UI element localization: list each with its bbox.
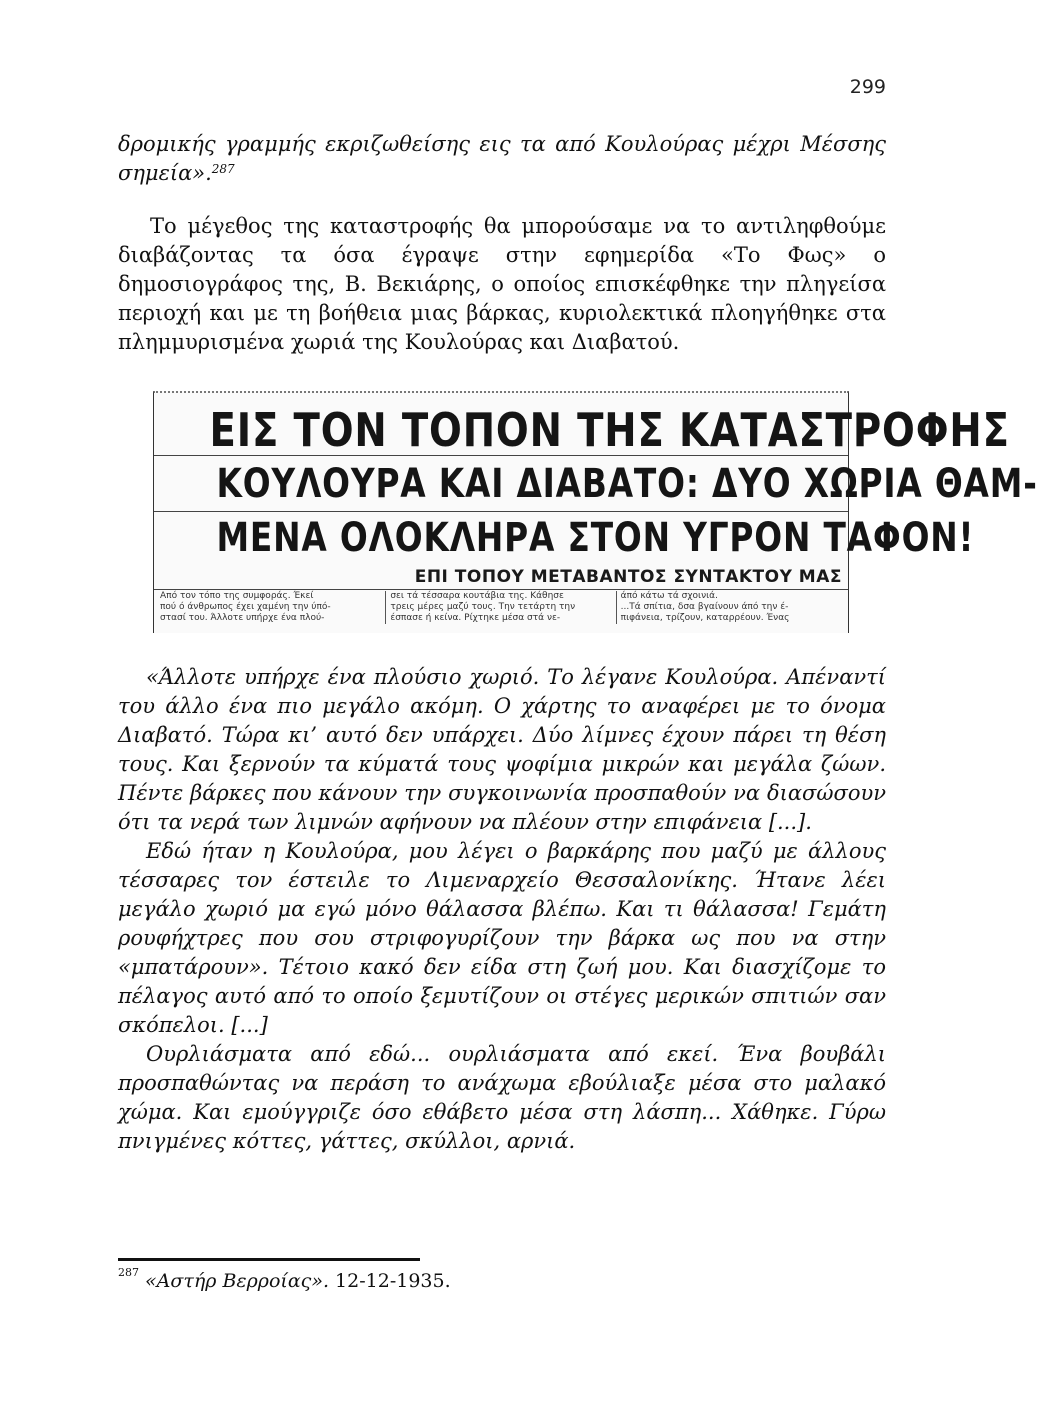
footnote-number: 287 — [118, 1266, 139, 1279]
footnote-date: 12-12-1935. — [335, 1270, 451, 1292]
clipping-byline: ΕΠΙ ΤΟΠΟΥ ΜΕΤΑΒΑΝΤΟΣ ΣΥΝΤΑΚΤΟΥ ΜΑΣ — [414, 567, 842, 587]
quote-paragraph-1: «Άλλοτε υπήρχε ένα πλούσιο χωριό. Το λέγανε Κουλούρα. Απέναντί του άλλο ένα πιο μεγάλο ακόμη. Ο χάρτης το αναφέρει με το όνομα Διαβατό. Τώρα κι’ αυτό δεν υπάρχει. Δύο λίμνες έχουν πάρει τη θέση τους. Και ξερνούν τα κύματά τους ψοφίμια μικρών και μεγάλα ζώων. Πέντε βάρκες που κάνουν την συγκοινωνία προσπαθούν να διασώσουν ότι τα νερά των λιμνών αφήνουν να πλέουν στην επιφάνεια [...]. — [118, 665, 886, 834]
clipping-column-2: σει τά τέσσαρα κουτάβια της. Κάθησε τρεις μέρες μαζύ τους. Την τετάρτη την έσπασε ή κείνα. Ρίχτηκε μέσα στά νε- — [386, 591, 616, 624]
clipping-column-1: Από τον τόπο της συμφοράς. Έκεί πού ό άνθρωπος έχει χαμένη την ύπό- στασί του. Άλλοτε υπήρχε ένα πλού- — [156, 591, 386, 624]
clipping-headline-3: ΜΕΝΑ ΟΛΟΚΛΗΡΑ ΣΤΟΝ ΥΓΡΟΝ ΤΑΦΟΝ! — [216, 515, 975, 561]
newspaper-clipping — [153, 391, 1038, 633]
top-paragraph-text: δρομικής γραμμής εκριζωθείσης εις τα από Κουλούρας μέχρι Μέσσης σημεία». — [118, 132, 886, 185]
quotation — [118, 663, 886, 1156]
clipping-column-3: άπό κάτω τά σχοινιά. ...Τά σπίτια, δσα βγαίνουν άπό την έ- πιφάνεια, τρίζουν, καταρρέουν. Ένας — [620, 591, 790, 623]
clipping-headline-1: ΕΙΣ ΤΟΝ ΤΟΠΟΝ ΤΗΣ ΚΑΤΑΣΤΡΟΦΗΣ — [209, 403, 1010, 457]
clipping-columns — [156, 591, 846, 624]
footnote — [118, 1266, 451, 1292]
clipping-divider — [154, 589, 848, 590]
top-paragraph — [118, 130, 886, 188]
quote-paragraph-2: Εδώ ήταν η Κουλούρα, μου λέγει ο βαρκάρης που μαζύ με άλλους τέσσαρες τον έστειλε το Λιμεναρχείο Θεσσαλονίκης. Ήτανε λέει μεγάλο χωριό μα εγώ μόνο θάλασσα βλέπω. Και τι θάλασσα! Γεμάτη ρουφήχτρες που σου στριφογυρίζουν την βάρκα ως που να στην «μπατάρουν». Τέτοιο κακό δεν είδα στη ζωή μου. Και διασχίζομε το πέλαγος αυτό από το οποίο ξεμυτίζουν οι στέγες μερικών σπιτιών σαν σκόπελοι. [...] — [118, 839, 886, 1037]
footnote-reference: 287 — [211, 162, 235, 176]
clipping-headline-2: ΚΟΥΛΟΥΡΑ ΚΑΙ ΔΙΑΒΑΤΟ: ΔΥΟ ΧΩΡΙΑ ΘΑΜ- — [216, 461, 1038, 507]
intro-paragraph: Το μέγεθος της καταστροφής θα μπορούσαμε να το αντιληφθούμε διαβάζοντας τα όσα έγραψε στην εφημερίδα «Το Φως» ο δημοσιογράφος της, Β. Βεκιάρης, ο οποίος επισκέφθηκε την πληγείσα περιοχή και με τη βοήθεια μιας βάρκας, κυριολεκτικά πλοηγήθηκε στα πλημμυρισμένα χωριά της Κουλούρας και Διαβατού. — [118, 214, 886, 354]
page-number: 299 — [849, 76, 886, 98]
clipping-divider — [154, 511, 848, 512]
footnote-source: «Αστήρ Βερροίας». — [145, 1270, 329, 1292]
quote-paragraph-3: Ουρλιάσματα από εδώ... ουρλιάσματα από εκεί. Ένα βουβάλι προσπαθώντας να περάση το ανάχωμα εβούλιαξε μέσα στο μαλακό χώμα. Και εμούγγριζε όσο εθάβετο μέσα στη λάσπη... Χάθηκε. Γύρω πνιγμένες κόττες, γάττες, σκύλλοι, αρνιά. — [118, 1042, 886, 1153]
footnote-rule — [118, 1258, 420, 1261]
clipping-divider — [154, 455, 848, 456]
